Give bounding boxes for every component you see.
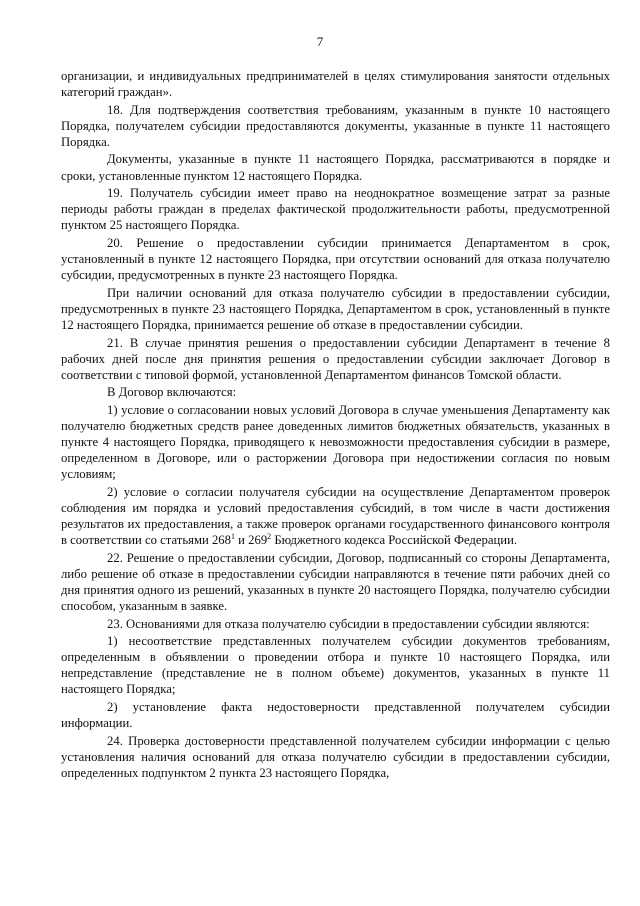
footnote-superscript-1: 1 (231, 531, 235, 541)
paragraph-21: 21. В случае принятия решения о предоставлении субсидии Департамент в течение 8 рабочих дней после дня принятия решения о предоставлении субсидии заключает Договор в соответствии с типовой формой, установленной Департаментом финансов Томской области. (61, 335, 610, 382)
paragraph-24: 24. Проверка достоверности представленной получателем субсидии информации с целью установления наличия оснований для отказа получателю субсидии в предоставлении субсидии, определенных подпунктом 2 пункта 23 настоящего Порядка, (61, 733, 610, 780)
paragraph-23-item-1: 1) несоответствие представленных получателем субсидии документов требованиям, определенным в объявлении о проведении отбора и пункте 10 настоящего Порядка, или непредставление (представление не в полном объеме) документов, указанных в пункте 11 настоящего Порядка; (61, 634, 610, 697)
paragraph-20: 20. Решение о предоставлении субсидии принимается Департаментом в срок, установленный в пункте 12 настоящего Порядка, при отсутствии оснований для отказа получателю субсидии, предусмотренных в пункте 23 настоящего Порядка. (61, 235, 610, 283)
condition-2-text-before: 2) условие о согласии получателя субсидии на осуществление Департаментом проверок соблюдения им порядка и условий предоставления субсидий, в том числе в части достижения результатов их предоставления, а также проверок органами государственного финансового контроля в соответствии со статьями 268 (61, 484, 610, 548)
paragraph-condition-2 (61, 484, 610, 548)
paragraph-condition-1: 1) условие о согласовании новых условий Договора в случае уменьшения Департаменту как получателю бюджетных средств ранее доведенных лимитов бюджетных обязательств, указанных в пункте 4 настоящего Порядка, приводящего к невозможности предоставления субсидии в размере, определенном в Договоре, или о расторжении Договора при недостижении согласия по новым условиям; (61, 402, 610, 482)
paragraph-continuation: организации, и индивидуальных предпринимателей в целях стимулирования занятости отдельных категорий граждан». (61, 69, 610, 100)
paragraph-23-item-2: 2) установление факта недостоверности представленной получателем субсидии информации. (61, 700, 610, 731)
paragraph-documents-review: Документы, указанные в пункте 11 настоящего Порядка, рассматриваются в порядке и сроки, установленные пунктом 12 настоящего Порядка. (61, 152, 610, 183)
paragraph-19: 19. Получатель субсидии имеет право на неоднократное возмещение затрат за разные периоды работы граждан в пределах фактической продолжительности работы, предусмотренной пунктом 25 настоящего Порядка. (61, 186, 610, 233)
page-number: 7 (316, 34, 324, 49)
condition-2-text-middle: и 269 (235, 533, 268, 548)
document-body (61, 68, 610, 783)
paragraph-23: 23. Основаниями для отказа получателю субсидии в предоставлении субсидии являются: (107, 616, 590, 631)
paragraph-22: 22. Решение о предоставлении субсидии, Договор, подписанный со стороны Департамента, либо решение об отказе в предоставлении субсидии направляются в течение пяти рабочих дней со дня принятия одного из решений, указанных в пункте 20 настоящего Порядка, получателю субсидии способом, указанным в заявке. (61, 550, 610, 613)
paragraph-18: 18. Для подтверждения соответствия требованиям, указанным в пункте 10 настоящего Порядка, получателем субсидии предоставляются документы, указанные в пункте 11 настоящего Порядка. (61, 102, 610, 149)
paragraph-contract-includes: В Договор включаются: (107, 385, 237, 400)
paragraph-refusal-grounds: При наличии оснований для отказа получателю субсидии в предоставлении субсидии, предусмотренных в пункте 23 настоящего Порядка, Департаментом в срок, установленный в пункте 12 настоящего Порядка, принимается решение об отказе в предоставлении субсидии. (61, 285, 610, 332)
footnote-superscript-2: 2 (267, 531, 272, 541)
condition-2-text-after: Бюджетного кодекса Российской Федерации. (271, 533, 518, 548)
